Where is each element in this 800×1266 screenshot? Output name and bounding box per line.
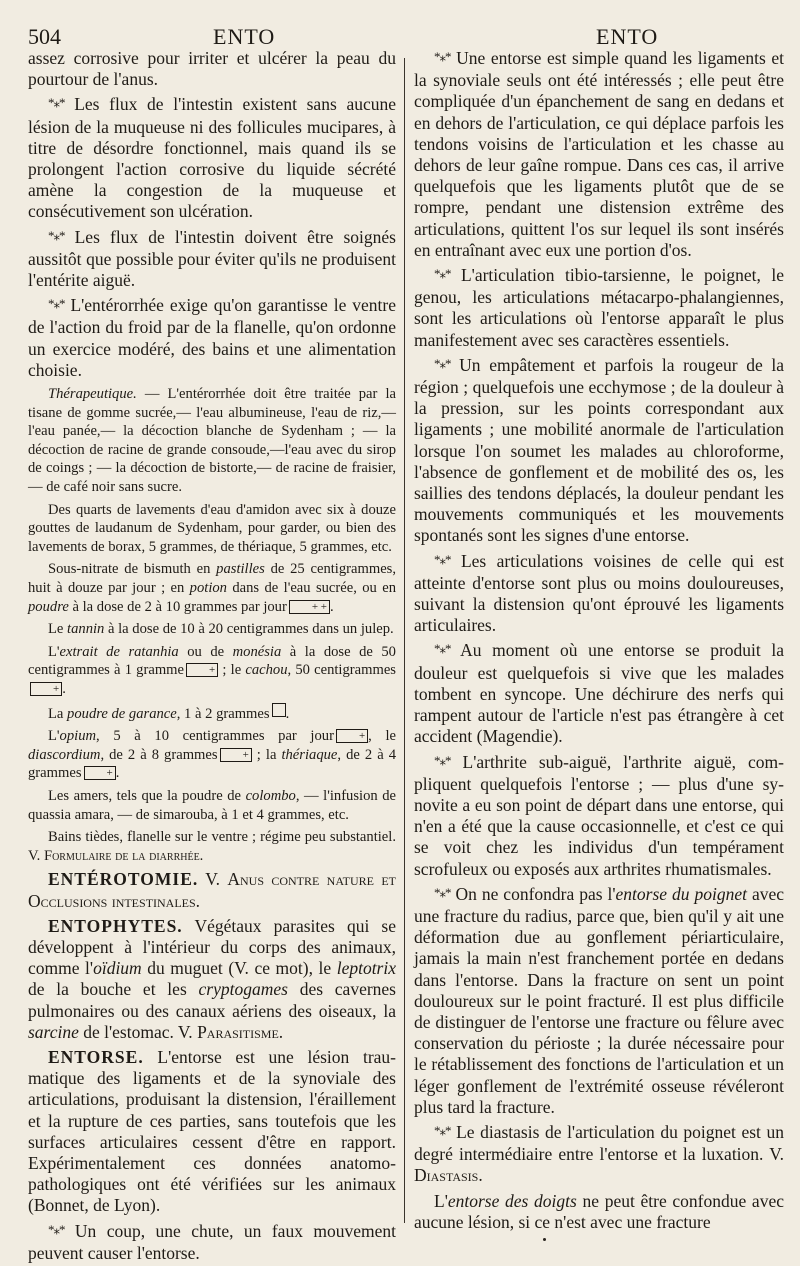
asterism-icon: *⁎*	[434, 752, 451, 768]
asterism-icon: *⁎*	[434, 641, 451, 657]
right-running-title: ENTO	[596, 24, 659, 49]
paragraph: *⁎* Le diastasis de l'articulation du poignet est un degré intermédiaire entre l'entorse et la luxation. V. Diastasis.	[414, 1121, 784, 1186]
paragraph: *⁎* Les flux de l'intestin existent sans aucune lésion de la muqueuse ni des follicules mucipares, à titre de désordre fonctionnel, mais quand ils se prolongent l'action corrosive du liquide sécrété amène la congestion de la muqueuse et consécutivement son ulcération.	[28, 94, 397, 222]
paragraph: *⁎* L'articulation tibio-tarsienne, le poignet, le genou, les articulations métacarpo-phalangiennes, sont les articulations où l'entorse apparaît le plus manifestement avec ses caractères essentiels.	[414, 265, 784, 350]
small-paragraph: Des quarts de lavements d'eau d'amidon avec six à douze gouttes de laudanum de Sydenham, pour garder, ou bien des lavements de borax, 5 grammes, de thériaque, 5 grammes, etc.	[28, 501, 396, 555]
right-column	[414, 48, 784, 1242]
entry-enterotomie: ENTÉROTOMIE. V. Anus contre nature et Occlusions intestinales.	[28, 869, 396, 911]
small-paragraph: L'opium, 5 à 10 centigrammes par jour + , le diascordium, de 2 à 8 grammes + ; la thériaque, de 2 à 4 grammes + .	[28, 728, 396, 782]
paragraph: *⁎* Les articulations voisines de celle qui est atteinte d'entorse sont plus ou moins douloureuses, suivant la distension qu'ont éprouvé les ligaments articulaires.	[414, 550, 784, 636]
entry-entorse: ENTORSE. L'entorse est une lésion traumatique des ligaments et de la synoviale des articulations, produisant la distension, l'éraillement et la rupture de ces parties, sans toutefois que les surfaces articulaires cessent d'être en rapport. Expérimentalement ces données anatomo-pathologiques ont été vérifiées sur les animaux (Bonnet, de Lyon).	[28, 1046, 396, 1216]
asterism-icon: *⁎*	[434, 355, 451, 371]
therapeutics-paragraph: Thérapeutique. — L'entérorrhée doit être traitée par la tisane de gomme sucrée,— l'eau albumineuse, l'eau de riz,— l'eau panée,— la décoction blanche de Sydenham ; — la décoction de racine de grande consoude,—l'eau avec du sirop de coings ; — la décoction de bistorte,— de racine de fraisier,— de café noir sans sucre.	[28, 386, 396, 496]
asterism-icon: *⁎*	[434, 1122, 451, 1138]
paragraph: *⁎* Un empâtement et parfois la rougeur de la région ; quelquefois une ecchymose ; de la douleur à la pression, sur les points correspondant aux ligaments ; une mobilité anormale de l'articulation lorsque l'on soumet les malades au chloroforme, l'absence de gonflement et de mobilité des os, les saillies des tendons déplacés, la douleur pendant les mouvements communiqués et les mouvements spontanés sont les signes d'une entorse.	[414, 354, 784, 546]
entry-headword: ENTORSE.	[48, 1046, 144, 1067]
paragraph: *⁎* Au moment où une entorse se produit la douleur est quelquefois si vive que les malades tombent en syncope. Une déchirure des nerfs qui rampent autour de l'article n'est pas étrangère à cet accident (Magendie).	[414, 640, 784, 747]
small-paragraph: Les amers, tels que la poudre de colombo, — l'infusion de quassia amara, — de simarouba, à 1 et 4 grammes, etc.	[28, 787, 397, 823]
double-plus-box-icon: + +	[289, 600, 330, 614]
asterism-icon: *⁎*	[48, 227, 65, 243]
empty-box-icon	[272, 703, 286, 717]
entry-headword: ENTÉROTOMIE.	[48, 869, 199, 890]
asterism-icon: *⁎*	[434, 266, 451, 282]
plus-box-icon: +	[30, 682, 62, 696]
paragraph: L'entorse des doigts ne peut être confondue avec aucune lésion, si ce n'est avec une fracture	[414, 1190, 784, 1232]
asterism-icon: *⁎*	[48, 1221, 65, 1237]
paragraph: *⁎* On ne confondra pas l'entorse du poignet avec une fracture du radius, parce que, bien qu'il y ait une déformation due au gonflement périarticulaire, jamais la main n'est franchement portée en dedans dans l'entorse. Dans la fracture on sent un point douloureux sur le point fracturé. Il est plus difficile de distinguer de l'entorse une fracture ou fêlure avec conservation du périoste ; la durée nécessaire pour le rétablissement des fonctions de l'articulation et un léger gonflement de l'extrémité osseuse révéleront plus tard la fracture.	[414, 883, 785, 1117]
asterism-icon: *⁎*	[434, 49, 451, 64]
printer-mark	[543, 1238, 546, 1241]
paragraph: *⁎* Les flux de l'intestin doivent être soignés aussitôt que possible pour éviter qu'ils ne produisent l'entérite aiguë.	[28, 226, 396, 291]
left-column	[28, 48, 397, 1263]
asterism-icon: *⁎*	[48, 95, 65, 111]
plus-box-icon: +	[220, 748, 252, 762]
small-paragraph: Le tannin à la dose de 10 à 20 centigrammes dans un julep.	[48, 621, 394, 638]
small-paragraph: La poudre de garance, 1 à 2 grammes .	[28, 703, 396, 724]
paragraph: *⁎* Une entorse est simple quand les ligaments et la synoviale seuls ont été intéressés ; elle peut être compliquée d'un épanchement de sang en dedans et en dehors de l'articulation, ce qui déplace parfois les tendons voisins de l'articulation et les chasse au dehors de leur gaîne rompue. Dans ces cas, il arrive quelquefois que les ligaments plutôt que de se rompre, pendant une distension extrême des articulations, quittent l'os sur lequel ils sont insérés en entraînant avec eux une portion d'os.	[414, 48, 784, 260]
asterism-icon: *⁎*	[48, 296, 65, 312]
column-divider	[404, 58, 405, 1223]
asterism-icon: *⁎*	[434, 551, 451, 567]
paragraph: *⁎* Un coup, une chute, un faux mouvement peuvent causer l'entorse.	[28, 1220, 396, 1263]
entry-entophytes: ENTOPHYTES. Végétaux parasites qui se développent à l'intérieur du corps des animaux, comme l'oïdium du muguet (V. ce mot), le leptotrix de la bouche et les cryptogames des cavernes pulmonaires ou des canaux aériens des oiseaux, la sarcine de l'estomac. V. Parasitisme.	[28, 915, 396, 1042]
asterism-icon: *⁎*	[434, 884, 451, 900]
page-number: 504	[28, 24, 61, 49]
small-paragraph: L'extrait de ratanhia ou de monésia à la dose de 50 centigrammes à 1 gramme + ; le cachou, 50 centigrammes+ .	[28, 643, 396, 697]
small-paragraph: Bains tièdes, flanelle sur le ventre ; régime peu substantiel. V. Formulaire de la diarrhée.	[28, 829, 396, 864]
entry-headword: ENTOPHYTES.	[48, 915, 183, 936]
paragraph: *⁎* L'entérorrhée exige qu'on garantisse le ventre de l'action du froid par de la flanelle, qu'on ordonne un exercice modéré, des bains et une alimentation choisie.	[28, 295, 396, 380]
plus-box-icon: +	[336, 729, 368, 743]
plus-box-icon: +	[186, 663, 218, 677]
small-paragraph: Sous-nitrate de bismuth en pastilles de 25 centigrammes, huit à douze par jour ; en potion dans de l'eau sucrée, ou en poudre à la dose de 2 à 10 grammes par jour + + .	[28, 561, 396, 615]
paragraph: *⁎* L'arthrite sub-aiguë, l'arthrite aiguë, compliquent quelquefois l'entorse ; — plus d'une synovite a eu son point de départ dans une entorse, qui n'en a été que la cause occasionnelle, et c'est ce qui se voit chez les individus d'un tempérament scrofuleux ou exposés aux arthrites rhumatismales.	[414, 751, 784, 879]
left-running-title: ENTO	[213, 24, 276, 49]
plus-box-icon: +	[84, 766, 116, 780]
paragraph: assez corrosive pour irriter et ulcérer la peau du pourtour de l'anus.	[28, 48, 396, 90]
